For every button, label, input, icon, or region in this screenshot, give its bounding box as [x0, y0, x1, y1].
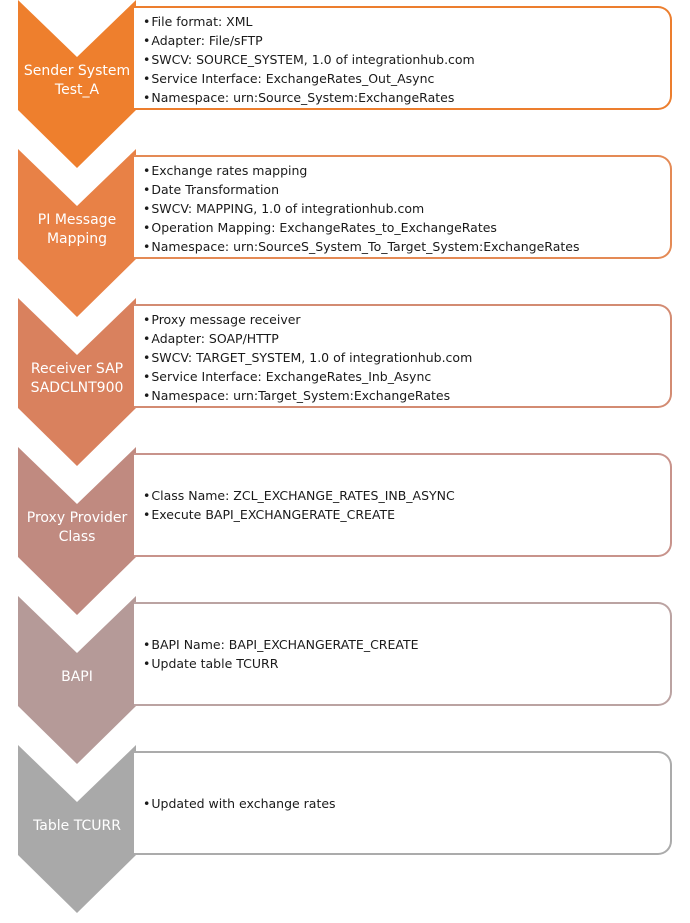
detail-bullet: • Adapter: File/sFTP: [143, 31, 670, 50]
detail-bullet: • Adapter: SOAP/HTTP: [143, 329, 670, 348]
step-label-line: Receiver SAP: [30, 361, 124, 377]
detail-bullet: • Exchange rates mapping: [143, 161, 670, 180]
detail-bullet: • Class Name: ZCL_EXCHANGE_RATES_INB_ASYNC: [143, 486, 670, 505]
step-label-line: Proxy Provider: [26, 510, 128, 526]
flow-step: [0, 745, 690, 915]
detail-bullet: • SWCV: SOURCE_SYSTEM, 1.0 of integrationhub.com: [143, 50, 670, 69]
flow-step: [0, 596, 690, 766]
step-detail-box: [134, 155, 672, 259]
step-label: [18, 46, 136, 116]
step-label-line: Sender System: [23, 63, 131, 79]
flow-step: [0, 298, 690, 468]
step-label-line: BAPI: [61, 668, 93, 685]
detail-bullet: • Service Interface: ExchangeRates_Inb_Async: [143, 367, 670, 386]
step-detail-box: [134, 6, 672, 110]
step-label: [18, 642, 136, 712]
step-detail-box: [134, 751, 672, 855]
step-label-line: Class: [58, 529, 96, 545]
detail-bullet: • Update table TCURR: [143, 654, 670, 673]
step-label-line: Table TCURR: [33, 817, 121, 834]
detail-bullet: • Namespace: urn:Target_System:ExchangeRates: [143, 386, 670, 405]
step-label-line: SADCLNT900: [30, 380, 124, 396]
detail-bullet: • Operation Mapping: ExchangeRates_to_ExchangeRates: [143, 218, 670, 237]
step-label-line: PI Message: [37, 212, 117, 228]
detail-bullet: • Service Interface: ExchangeRates_Out_Async: [143, 69, 670, 88]
detail-bullet: • File format: XML: [143, 12, 670, 31]
detail-bullet: • Namespace: urn:Source_System:ExchangeRates: [143, 88, 670, 107]
detail-bullet: • Date Transformation: [143, 180, 670, 199]
detail-bullet: • Execute BAPI_EXCHANGERATE_CREATE: [143, 505, 670, 524]
step-label-line: Mapping: [46, 231, 108, 247]
flow-step: [0, 149, 690, 319]
step-label: [18, 195, 136, 265]
detail-bullet: • Updated with exchange rates: [143, 794, 670, 813]
step-label: [18, 344, 136, 414]
step-detail-box: [134, 453, 672, 557]
step-detail-box: [134, 602, 672, 706]
detail-bullet: • Proxy message receiver: [143, 310, 670, 329]
step-detail-box: [134, 304, 672, 408]
step-label: [18, 493, 136, 563]
step-label: [18, 791, 136, 861]
detail-bullet: • Namespace: urn:SourceS_System_To_Target_System:ExchangeRates: [143, 237, 670, 256]
flow-step: [0, 0, 690, 170]
flow-step: [0, 447, 690, 617]
detail-bullet: • SWCV: MAPPING, 1.0 of integrationhub.com: [143, 199, 670, 218]
step-label-line: Test_A: [54, 82, 100, 98]
detail-bullet: • SWCV: TARGET_SYSTEM, 1.0 of integrationhub.com: [143, 348, 670, 367]
detail-bullet: • BAPI Name: BAPI_EXCHANGERATE_CREATE: [143, 635, 670, 654]
